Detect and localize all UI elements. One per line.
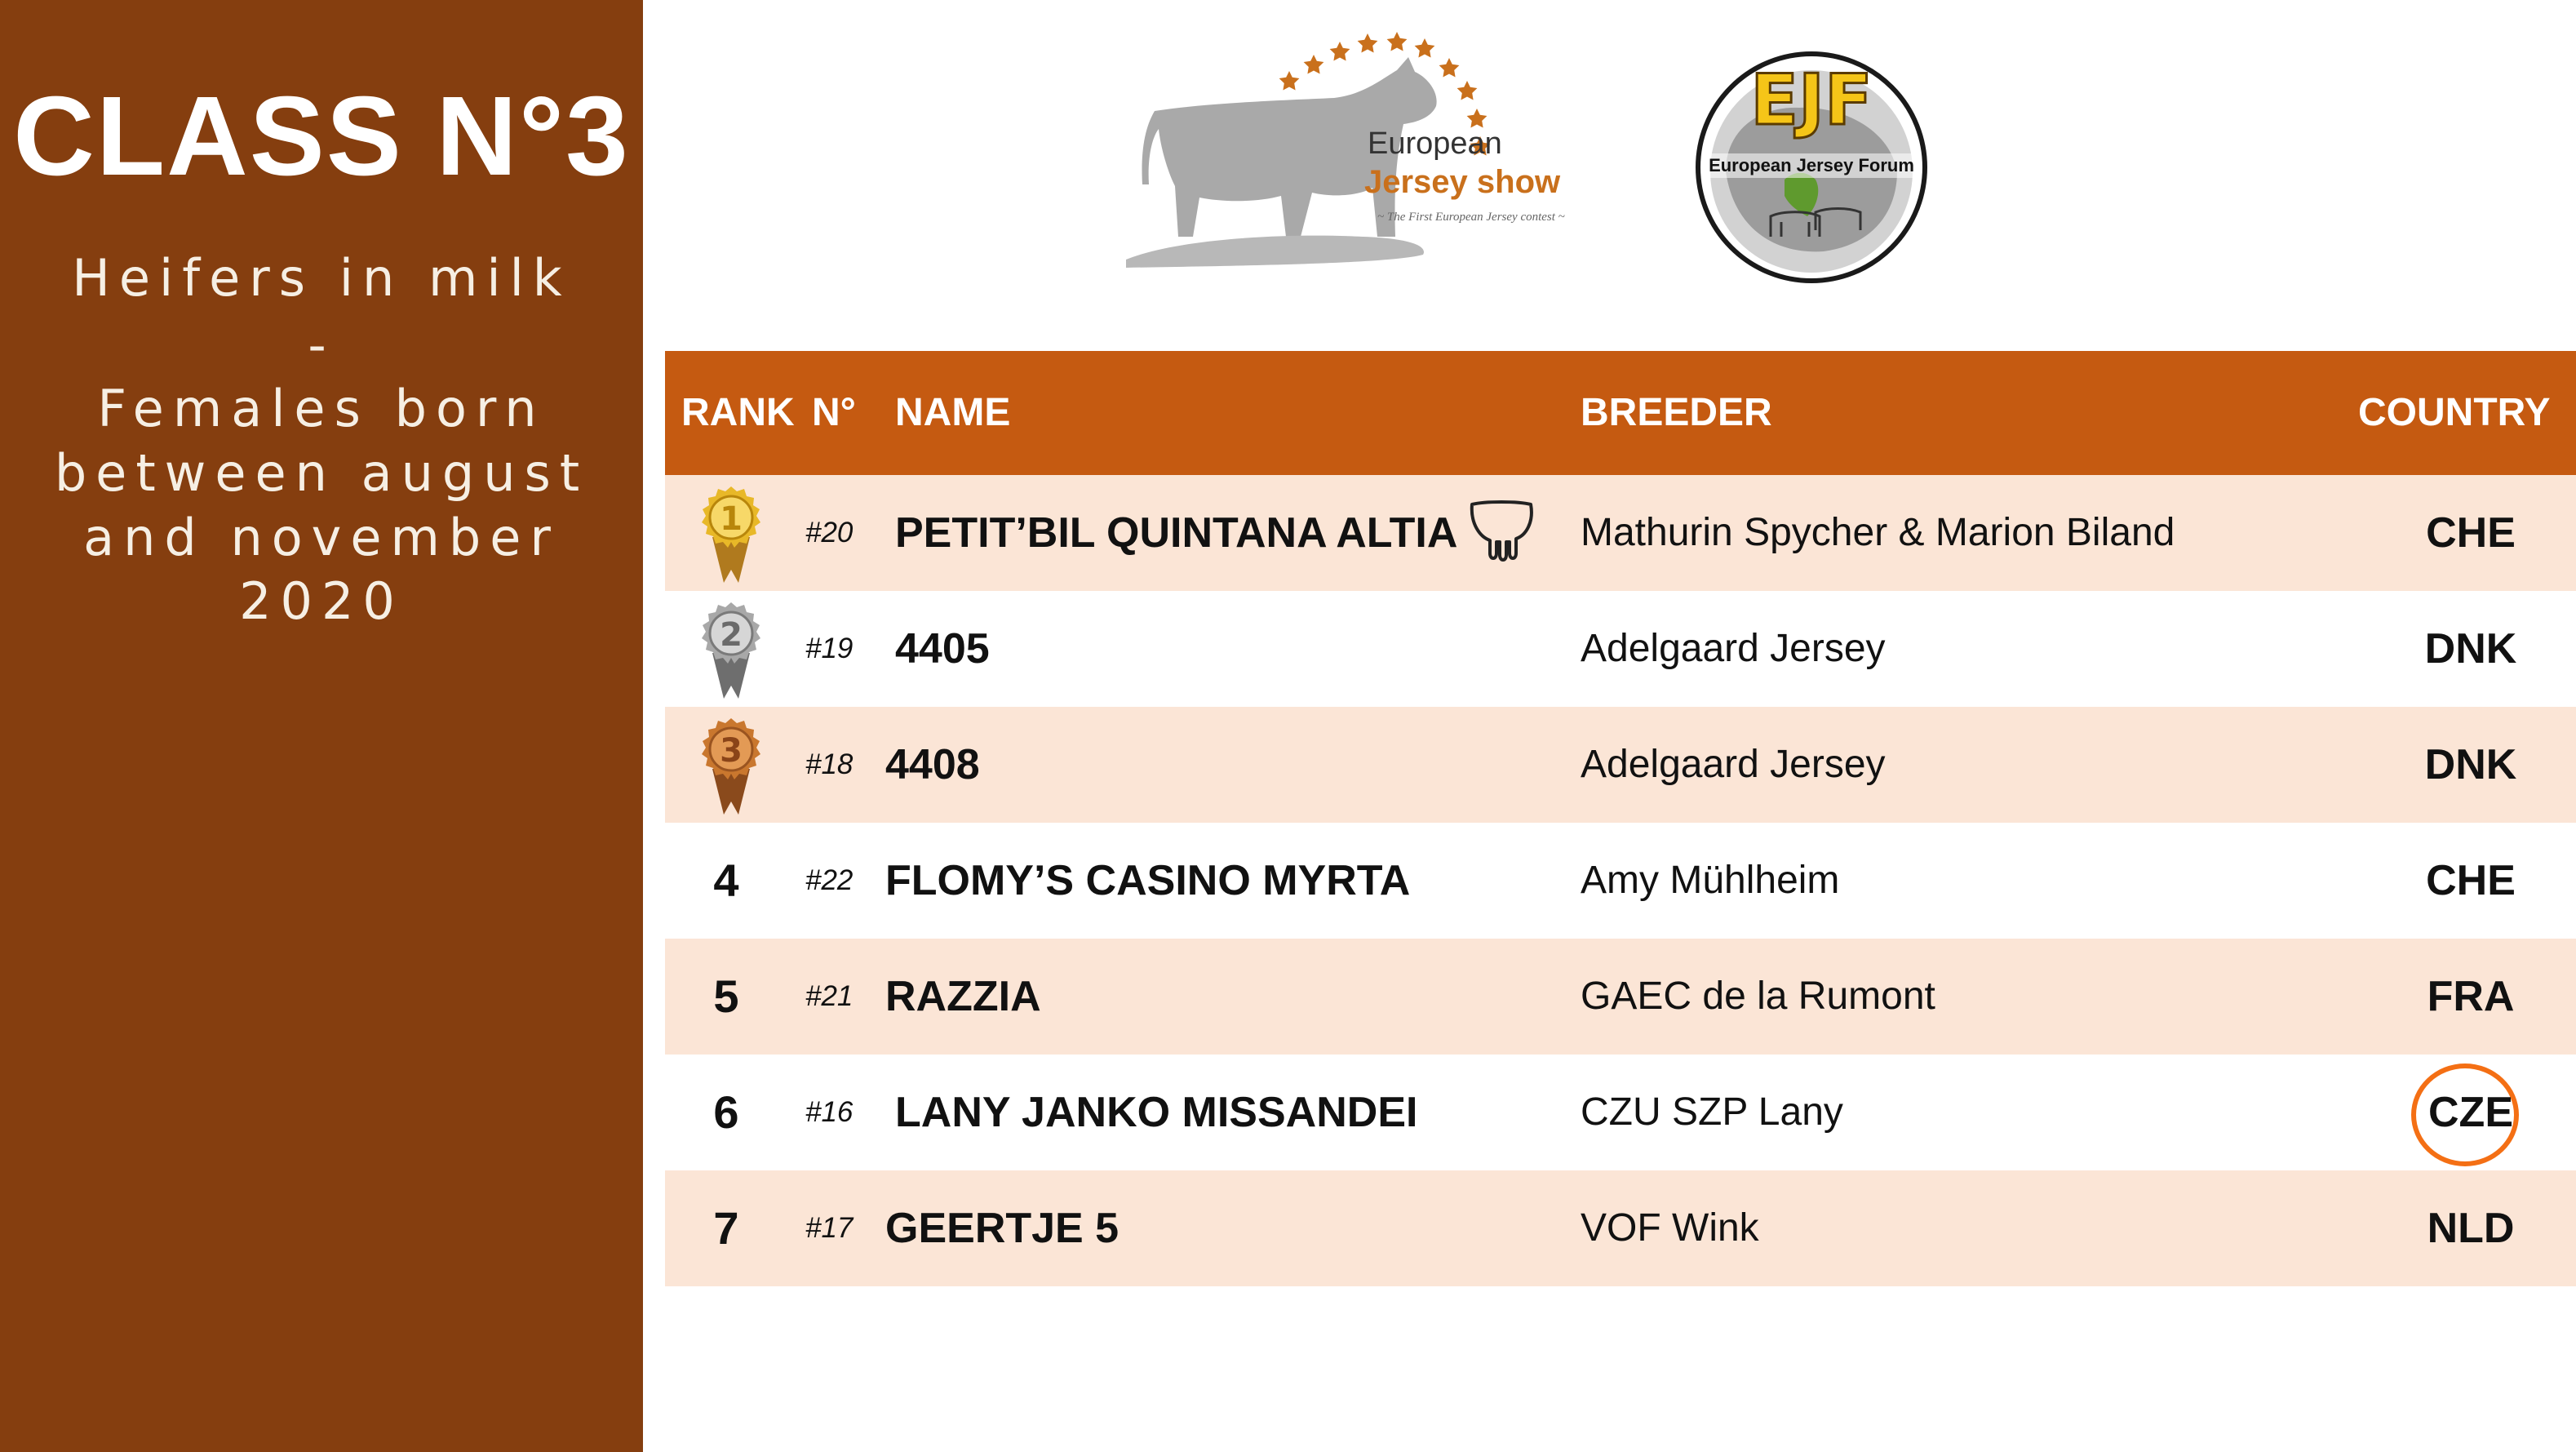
medal-rank-text: 3 bbox=[720, 732, 743, 770]
animal-name: PETIT’BIL QUINTANA ALTIA bbox=[895, 509, 1458, 557]
header-breeder: BREEDER bbox=[1581, 391, 1772, 434]
show-logo-tagline: ~ The First European Jersey contest ~ bbox=[1377, 211, 1565, 224]
entry-number: #20 bbox=[805, 517, 853, 548]
animal-name: RAZZIA bbox=[885, 973, 1041, 1020]
bronze-medal-icon bbox=[694, 715, 768, 815]
class-subtitle-line-2: - bbox=[308, 315, 335, 375]
rank-number: 6 bbox=[713, 1086, 739, 1138]
animal-name: 4408 bbox=[885, 741, 980, 788]
entry-number: #22 bbox=[805, 864, 853, 896]
breeder-name: GAEC de la Rumont bbox=[1581, 975, 1935, 1018]
breeder-name: Adelgaard Jersey bbox=[1581, 627, 1886, 670]
rank-number: 4 bbox=[713, 855, 739, 906]
country-code: NLD bbox=[2427, 1205, 2515, 1252]
gold-medal-icon bbox=[694, 483, 768, 583]
entry-number: #18 bbox=[805, 748, 853, 780]
class-sidebar bbox=[0, 0, 643, 1452]
breeder-name: Mathurin Spycher & Marion Biland bbox=[1581, 511, 2175, 554]
entry-number: #21 bbox=[805, 980, 853, 1012]
country-code: CHE bbox=[2426, 857, 2516, 904]
header-number: N° bbox=[812, 391, 856, 434]
ejf-forum-text: European Jersey Forum bbox=[1709, 155, 1914, 175]
ground-shadow bbox=[1126, 236, 1424, 268]
entry-number: #16 bbox=[805, 1096, 853, 1128]
country-code: DNK bbox=[2424, 625, 2517, 673]
show-logo-line-2: Jersey show bbox=[1364, 164, 1561, 200]
european-jersey-forum-logo bbox=[1693, 49, 1930, 286]
breeder-name: Amy Mühlheim bbox=[1581, 859, 1840, 902]
results-table bbox=[665, 351, 2576, 1286]
animal-name: GEERTJE 5 bbox=[885, 1205, 1120, 1252]
table-row bbox=[665, 707, 2576, 823]
country-code: DNK bbox=[2424, 741, 2517, 788]
table-row bbox=[665, 591, 2576, 707]
entry-number: #17 bbox=[805, 1212, 853, 1244]
udder-icon bbox=[1469, 500, 1534, 563]
breeder-name: CZU SZP Lany bbox=[1581, 1090, 1843, 1134]
table-row bbox=[665, 475, 2576, 591]
header-rank: RANK bbox=[681, 391, 795, 434]
medal-rank-text: 2 bbox=[720, 616, 743, 654]
country-code: FRA bbox=[2427, 973, 2515, 1020]
ejf-letters: EJF bbox=[1750, 60, 1873, 141]
header-country: COUNTRY bbox=[2358, 391, 2551, 434]
rank-number: 7 bbox=[713, 1202, 739, 1254]
entry-number: #19 bbox=[805, 633, 853, 664]
table-row bbox=[665, 939, 2576, 1055]
silver-medal-icon bbox=[694, 599, 768, 699]
european-jersey-show-logo bbox=[1118, 23, 1599, 276]
table-row bbox=[665, 823, 2576, 939]
medal-rank-text: 1 bbox=[720, 500, 743, 538]
class-subtitle-line-6: 2020 bbox=[239, 571, 404, 631]
class-subtitle-line-5: and november bbox=[83, 508, 560, 567]
country-code: CZE bbox=[2428, 1089, 2513, 1136]
table-row bbox=[665, 1055, 2576, 1170]
header-name: NAME bbox=[895, 391, 1011, 434]
class-subtitle-line-1: Heifers in milk bbox=[72, 248, 571, 308]
class-subtitle-line-4: between august bbox=[54, 443, 589, 503]
class-title: CLASS N°3 bbox=[13, 73, 630, 199]
table-header bbox=[665, 351, 2576, 475]
table-row bbox=[665, 1170, 2576, 1286]
breeder-name: VOF Wink bbox=[1581, 1206, 1759, 1250]
animal-name: 4405 bbox=[895, 625, 990, 673]
class-subtitle-line-3: Females born bbox=[97, 379, 546, 438]
rank-number: 5 bbox=[713, 970, 739, 1022]
breeder-name: Adelgaard Jersey bbox=[1581, 743, 1886, 786]
animal-name: FLOMY’S CASINO MYRTA bbox=[885, 857, 1411, 904]
country-code: CHE bbox=[2426, 509, 2516, 557]
animal-name: LANY JANKO MISSANDEI bbox=[895, 1089, 1418, 1136]
show-logo-line-1: European bbox=[1368, 127, 1502, 161]
